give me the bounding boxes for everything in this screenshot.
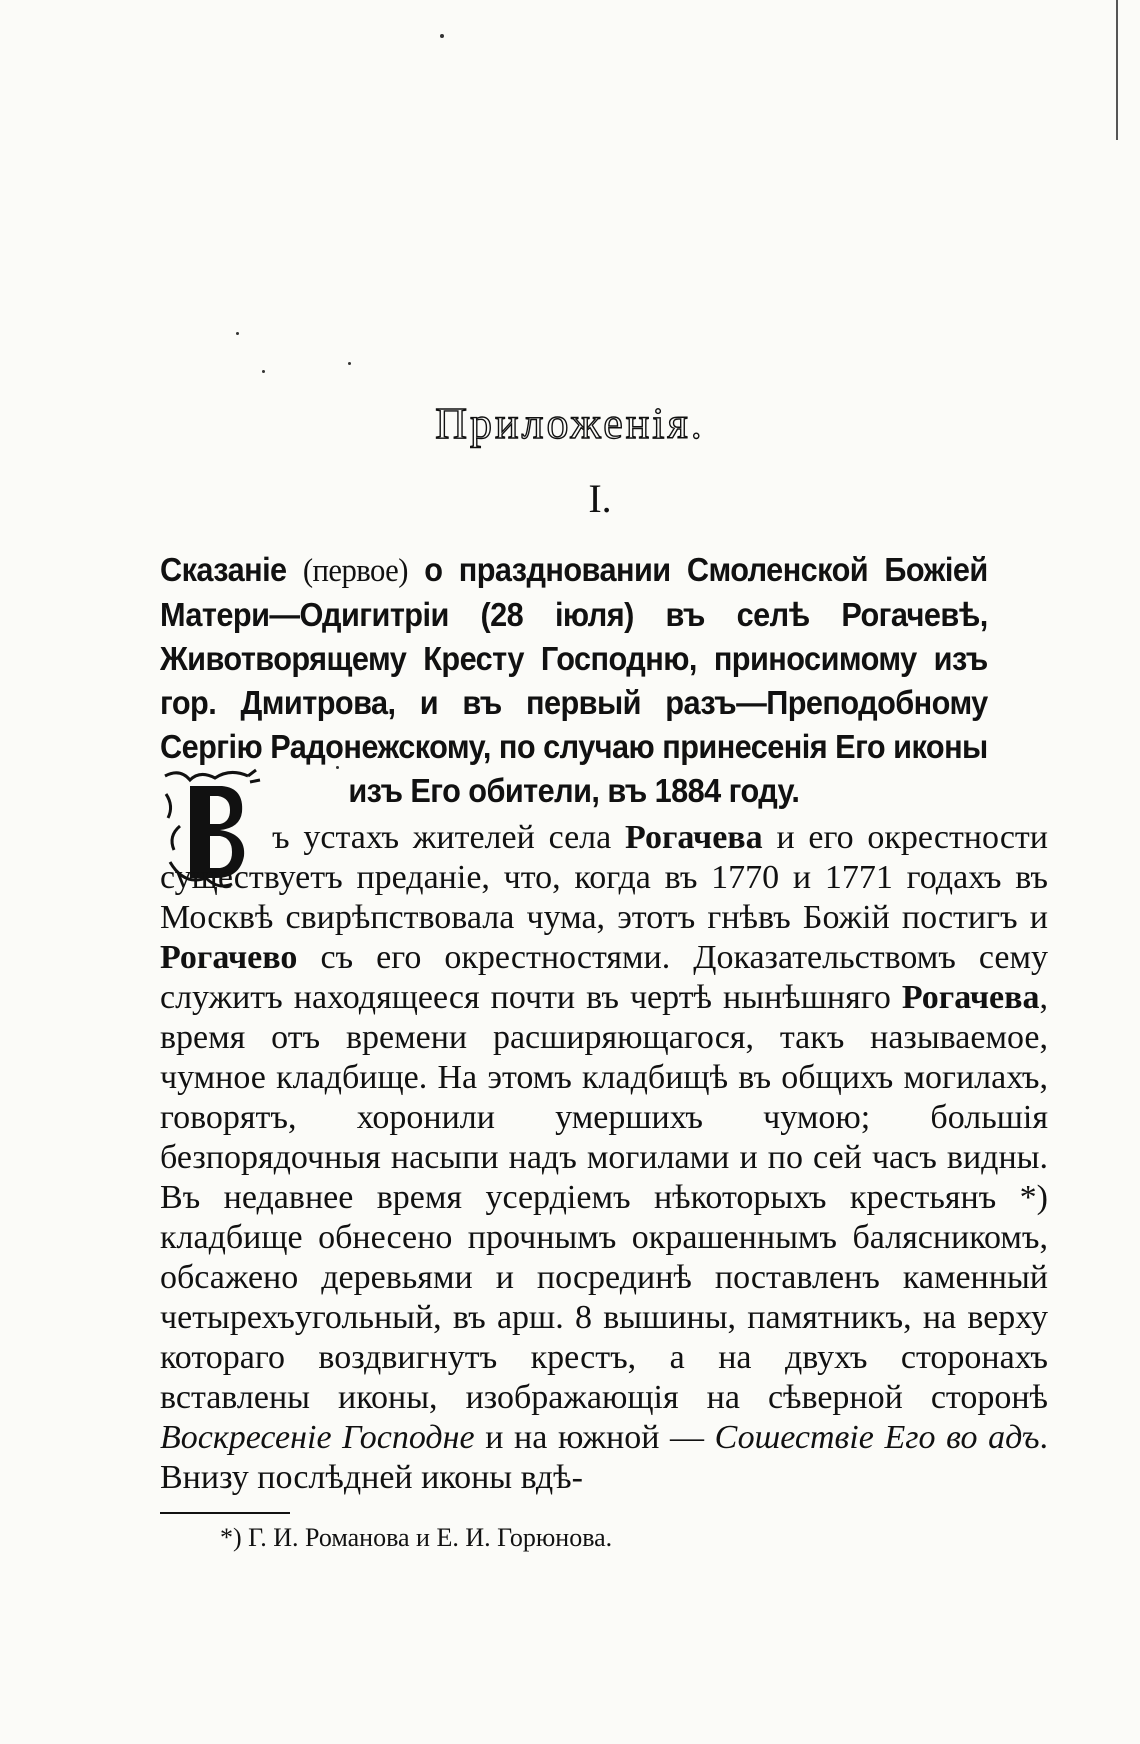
heading-parenthetical: (первое) [302, 553, 408, 589]
icon-title-italic: Воскресеніе Господне [160, 1419, 475, 1456]
heading-rest: о праздновании Смоленской Божіей Матери—Одигитріи (28 іюля) въ селѣ Рогачевѣ, Животворящему Кресту Господню, приносимому изъ гор. Дмитрова, и въ первый разъ—Преподобному Сергію Радонежскому, по случаю принесенія Его иконы изъ Его обители, въ 1884 году. [160, 551, 988, 809]
print-speck [440, 34, 444, 38]
body-paragraph [160, 818, 1048, 1498]
place-name: Рогачева [625, 819, 763, 856]
footnote-rule [160, 1512, 290, 1514]
print-speck [236, 332, 239, 335]
appendix-title: Приложенія. [435, 399, 705, 448]
body-text-start: ъ устахъ жителей села [272, 819, 626, 856]
body-text: , время отъ времени расширяющагося, такъ называемое, чумное кладбище. На этомъ кладбищѣ въ общихъ могилахъ, говорятъ, хоронили умершихъ чумою; большія безпорядочныя насыпи надъ могилами и по сей часъ видны. Въ недавнее время усердіемъ нѣкоторыхъ крестьянъ *) кладбище обнесено прочнымъ окрашеннымъ балясникомъ, обсажено деревьями и посрединѣ поставленъ каменный четырехъугольный, въ арш. 8 вышины, памятникъ, на верху котораго воздвигнутъ крестъ, а на двухъ сторонахъ вставлены иконы, изображающія на сѣверной сторонѣ [160, 979, 1048, 1416]
dropcap-letter: В [160, 766, 161, 767]
heading-lead: Сказаніе [160, 551, 287, 588]
place-name: Рогачева [901, 979, 1040, 1016]
print-speck [262, 370, 265, 373]
body-text: и на южной — [474, 1419, 715, 1456]
page-edge-shadow [1116, 0, 1118, 140]
section-heading [160, 548, 988, 813]
body-text: . Внизу послѣдней иконы вдѣ- [160, 1419, 1048, 1496]
icon-title-italic: Сошествіе Его во адъ [714, 1419, 1040, 1456]
footnote: *) Г. И. Романова и Е. И. Горюнова. [220, 1523, 613, 1552]
print-speck [348, 362, 351, 365]
body-text: и его окрестности существуетъ преданіе, что, когда въ 1770 и 1771 годахъ въ Москвѣ свирѣпствовала чума, этотъ гнѣвъ Божій постигъ и [160, 819, 1048, 936]
place-name: Рогачево [160, 939, 298, 976]
body-text: съ его окрестностями. Доказательствомъ сему служитъ находящееся почти въ чертѣ нынѣшняго [160, 939, 1048, 1016]
section-numeral: I. [588, 476, 612, 521]
